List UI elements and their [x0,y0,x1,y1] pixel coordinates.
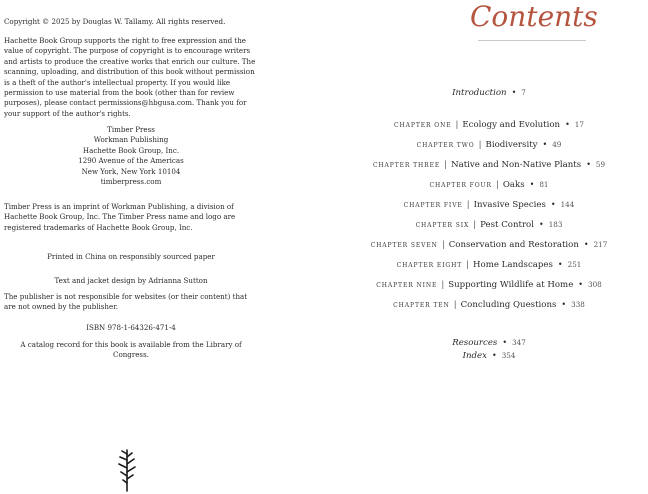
toc-page-number: 59 [595,160,606,169]
copyright-page [0,0,260,494]
toc-page-number: 49 [552,140,562,149]
chapter-number: CHAPTER FIVE [403,202,463,209]
toc-page-number: 354 [501,351,516,360]
toc-divider: | [466,200,470,210]
address-line: 1290 Avenue of the Americas [78,156,184,166]
chapter-title: Ecology and Evolution [462,120,561,130]
toc-separator: • [542,140,548,149]
toc-chapter-row[interactable] [330,119,648,132]
toc-separator: • [578,280,584,289]
toc-chapter-row[interactable] [330,219,648,232]
address-line: Workman Publishing [93,135,169,145]
address-line: Timber Press [107,125,155,134]
tree-logo-icon [112,448,142,492]
chapter-number: CHAPTER ONE [394,122,452,129]
chapter-title: Conservation and Restoration [448,240,579,250]
chapter-title: Concluding Questions [460,300,557,310]
publisher-address [4,125,258,187]
toc-divider: | [473,220,477,230]
chapter-number: CHAPTER EIGHT [396,262,463,269]
toc-introduction[interactable] [330,87,648,99]
toc-chapter-row[interactable] [330,259,648,272]
toc-resources[interactable] [330,337,648,349]
toc-chapter-row[interactable] [330,199,648,212]
isbn: ISBN 978-1-64326-471-4 [86,323,176,332]
toc-divider: | [453,300,457,310]
toc-chapter-row[interactable] [330,179,648,192]
toc-chapter-row[interactable] [330,139,648,152]
toc-separator: • [511,88,517,97]
toc-entry-label: Introduction [452,88,507,98]
chapter-number: CHAPTER FOUR [429,182,492,189]
chapter-number: CHAPTER THREE [372,162,441,169]
toc-separator: • [502,338,508,347]
catalog-note: A catalog record for this book is available from the Library of Congress. [20,340,242,360]
toc-page-number: 183 [548,220,563,229]
toc-page-number: 308 [588,280,602,289]
hbg-statement: Hachette Book Group supports the right to free expression and the value of copyright. The purpose of copyright is to encourage writers and artists to produce the creative works that enrich our culture. The scanning, uploading, and distribution of this book without permission is a theft of the author's intellectual property. If you would like permission to use material from the book (other than for review purposes), please contact permissions@hbgusa.com. Thank you for your support of the author's rights. [4,36,256,118]
toc-divider: | [444,160,448,170]
toc-separator: • [529,180,535,189]
publisher-disclaimer: The publisher is not responsible for websites (or their content) that are not owned by the publisher. [4,292,248,312]
chapter-title: Supporting Wildlife at Home [448,280,574,290]
chapter-number: CHAPTER SEVEN [370,242,438,249]
toc-entry-label: Index [462,351,487,361]
toc-separator: • [586,160,591,169]
chapter-number: CHAPTER TWO [416,142,475,149]
toc-chapter-row[interactable] [330,279,648,292]
toc-separator: • [538,220,544,229]
toc-divider: | [441,280,445,290]
chapter-title: Native and Non-Native Plants [451,160,582,170]
toc-separator: • [557,260,563,269]
toc-page-number: 251 [567,260,582,269]
toc-entry-label: Resources [452,338,498,348]
toc-page-number: 17 [574,120,584,129]
toc-page-number: 81 [539,180,549,189]
address-line: New York, New York 10104 [81,166,181,176]
toc-page-number: 338 [571,300,585,309]
copyright-line: Copyright © 2025 by Douglas W. Tallamy. All rights reserved. [4,17,226,26]
page-title: Contents [470,0,598,33]
toc-separator: • [550,200,556,209]
address-line: Hachette Book Group, Inc. [82,145,180,155]
toc-separator: • [583,240,589,249]
toc-divider: | [466,260,470,270]
chapter-number: CHAPTER SIX [415,222,470,229]
chapter-number: CHAPTER NINE [376,282,438,289]
toc-divider: | [441,240,445,250]
toc-divider: | [455,120,459,130]
toc-page-number: 7 [521,88,526,97]
toc-chapter-row[interactable] [330,239,648,252]
chapter-title: Pest Control [480,220,534,230]
toc-chapter-row[interactable] [330,299,648,312]
chapter-title: Home Landscapes [473,260,553,270]
title-divider [478,40,586,41]
printed-note: Printed in China on responsibly sourced paper [47,252,215,261]
toc-separator: • [491,351,497,360]
design-credit: Text and jacket design by Adrianna Sutton [54,276,208,285]
toc-separator: • [561,300,567,309]
chapter-number: CHAPTER TEN [393,302,450,309]
chapter-title: Oaks [502,180,525,190]
toc-page-number: 217 [593,240,608,249]
toc-index[interactable] [330,350,648,362]
toc-separator: • [565,120,570,129]
address-line: timberpress.com [100,177,162,187]
toc-divider: | [478,140,482,150]
imprint-note: Timber Press is an imprint of Workman Publishing, a division of Hachette Book Group, Inc. The Timber Press name and logo are registered trademarks of Hachette Book Group, Inc. [4,202,236,232]
chapter-title: Invasive Species [473,200,546,210]
toc-page-number: 347 [512,338,526,347]
contents-page [330,0,648,494]
chapter-title: Biodiversity [485,140,538,150]
toc-divider: | [495,180,499,190]
toc-page-number: 144 [560,200,575,209]
toc-chapter-row[interactable] [330,159,648,172]
